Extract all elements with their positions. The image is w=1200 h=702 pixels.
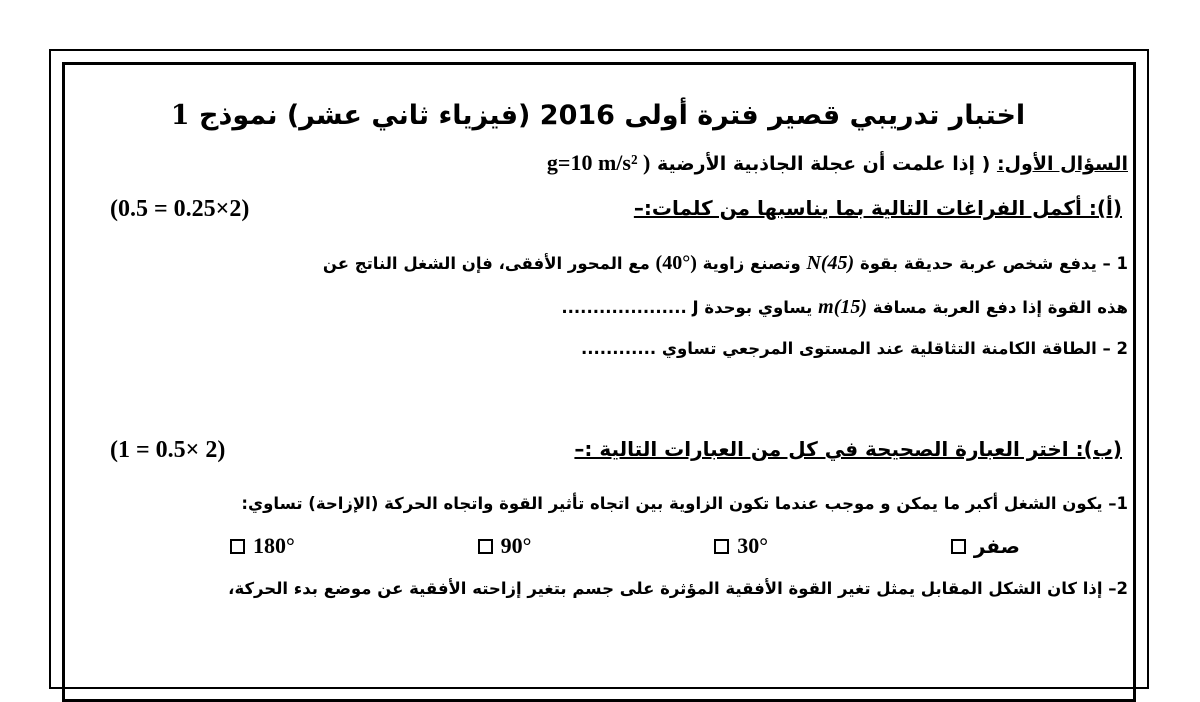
question-1-header — [68, 150, 1128, 176]
option-label: صفر — [973, 534, 1020, 558]
part-b-header — [110, 437, 1122, 464]
question-1-label: السؤال الأول: — [996, 153, 1128, 175]
part-b-item-2: 2– إذا كان الشكل المقابل يمثل تغير القوة الأفقية المؤثرة على جسم بتغير إزاحته الأفقية عن موضع بدء الحركة، — [228, 579, 1128, 598]
exam-title-text: اختبار تدريبي قصير فترة أولى 2016 (فيزياء ثاني عشر) نموذج — [199, 100, 1026, 131]
part-b-heading: (ب): اختر العبارة الصحيحة في كل من العبارات التالية :– — [574, 437, 1122, 461]
option-30[interactable] — [714, 533, 768, 559]
question-1-condition: ( إذا علمت أن عجلة الجاذبية الأرضية — [657, 153, 991, 175]
item-1-text-b: وتصنع زاوية — [702, 254, 801, 273]
item-1-text-a: 1 – يدفع شخص عربة حديقة بقوة — [859, 254, 1128, 273]
item-1-force: N(45) — [806, 252, 855, 274]
checkbox-icon[interactable] — [951, 539, 966, 554]
part-a-item-1-line-1 — [68, 252, 1128, 275]
exam-title — [68, 100, 1128, 131]
part-b-item-1-options — [230, 533, 1020, 559]
part-a-header — [110, 196, 1122, 223]
option-label: 90° — [500, 533, 532, 558]
part-a-item-1-line-2 — [68, 296, 1128, 319]
option-180[interactable] — [230, 533, 295, 559]
item-1-text-d: هذه القوة إذا دفع العربة مسافة — [872, 298, 1128, 317]
part-a-heading: (أ): أكمل الفراغات التالية بما يناسبها من كلمات:– — [633, 196, 1122, 220]
option-zero[interactable] — [951, 533, 1020, 559]
gravity-value: g=10 m/s² ) — [546, 150, 651, 175]
checkbox-icon[interactable] — [714, 539, 729, 554]
item-1-text-c: مع المحور الأفقى، فإن الشغل الناتج عن — [322, 254, 650, 273]
part-b-item-1: 1– يكون الشغل أكبر ما يمكن و موجب عندما تكون الزاوية بين اتجاه تأثير القوة واتجاه الحركة (الإزاحة) تساوي: — [241, 494, 1128, 513]
option-label: 180° — [253, 533, 295, 558]
part-b-marks: (1 = 0.5× 2) — [110, 437, 226, 463]
item-1-text-e: يساوي بوحدة J .................... — [561, 298, 813, 317]
part-a-marks: (0.5 = 0.25×2) — [110, 196, 250, 222]
checkbox-icon[interactable] — [478, 539, 493, 554]
item-1-distance: m(15) — [818, 296, 868, 318]
option-label: 30° — [737, 533, 769, 558]
item-1-angle: (40°) — [655, 252, 697, 274]
part-a-item-2: 2 – الطاقة الكامنة التثاقلية عند المستوى المرجعي تساوي ............ — [580, 339, 1128, 358]
option-90[interactable] — [478, 533, 532, 559]
model-number: 1 — [170, 100, 190, 131]
checkbox-icon[interactable] — [230, 539, 245, 554]
